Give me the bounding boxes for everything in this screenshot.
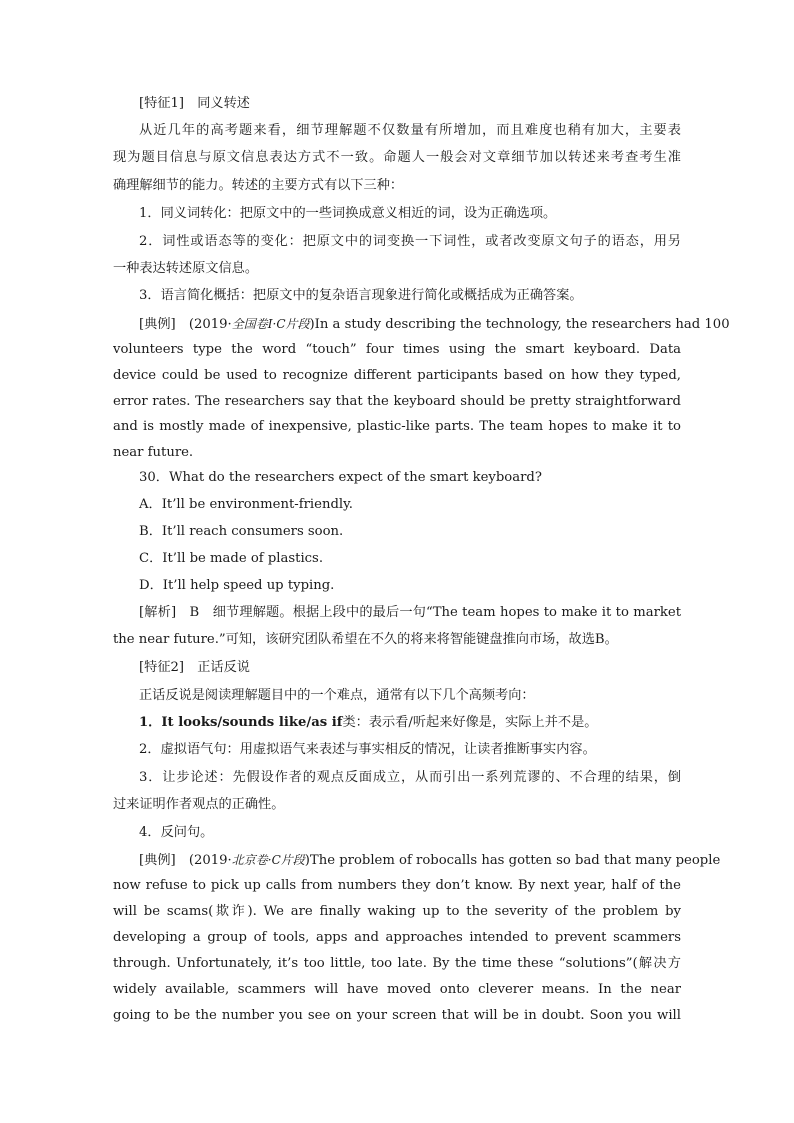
section2-intro: 正话反说是阅读理解题目中的一个难点，通常有以下几个高频考向：	[139, 688, 535, 703]
section1-point: 1．同义词转化：把原文中的一些词换成意义相近的词，设为正确选项。	[139, 206, 557, 221]
analysis-line: [解析] B 细节理解题。根据上段中的最后一句“The team hopes to make it to market	[139, 605, 681, 620]
section2-example-line: widely available, scammers will have moved onto cleverer means. In the near	[113, 982, 681, 997]
example-source: 全国卷Ⅰ·C片段	[231, 317, 310, 331]
example-tag: [典例] (2019·	[139, 317, 232, 332]
section1-point: 一种表达转述原文信息。	[113, 261, 259, 276]
option-a: A．It’ll be environment-friendly.	[139, 497, 353, 512]
section1-example-first-line	[139, 315, 730, 334]
section2-example-line: will be scams(欺诈). We are finally waking up to the severity of the problem by	[113, 904, 681, 919]
section2-point: 3．让步论述：先假设作者的观点反面成立，从而引出一系列荒谬的、不合理的结果，倒	[139, 770, 681, 785]
section2-point	[139, 714, 681, 732]
section1-intro-line: 现为题目信息与原文信息表达方式不一致。命题人一般会对文章细节加以转述来考查考生准	[113, 150, 681, 165]
section2-point: 4．反问句。	[139, 825, 214, 840]
section2-example-line: now refuse to pick up calls from numbers they don’t know. By next year, half of the	[113, 878, 681, 893]
section1-example-line: near future.	[113, 445, 194, 460]
example-source: 北京卷·C片段	[231, 853, 305, 867]
section1-point: 2．词性或语态等的变化：把原文中的词变换一下词性，或者改变原文句子的语态，用另	[139, 234, 681, 249]
section2-example-line: developing a group of tools, apps and approaches intended to prevent scammers	[113, 930, 681, 945]
option-b: B．It’ll reach consumers soon.	[139, 524, 344, 539]
section2-example-first-line	[139, 851, 721, 870]
section1-example-line: error rates. The researchers say that the keyboard should be pretty straightforward	[113, 394, 681, 409]
example-tag: [典例] (2019·	[139, 853, 232, 868]
example-text: )The problem of robocalls has gotten so bad that many people	[304, 853, 721, 868]
option-d: D．It’ll help speed up typing.	[139, 578, 335, 593]
section2-point: 过来证明作者观点的正确性。	[113, 797, 285, 812]
analysis-line: the near future.”可知，该研究团队希望在不久的将来将智能键盘推向市场，故选B。	[113, 632, 618, 647]
section2-point: 2．虚拟语气句：用虚拟语气来表述与事实相反的情况，让读者推断事实内容。	[139, 742, 596, 757]
section1-intro-line: 从近几年的高考题来看，细节理解题不仅数量有所增加，而且难度也稍有加大，主要表	[139, 123, 681, 138]
point-bold: 1．It looks/sounds like/as if	[139, 715, 343, 730]
example-text: )In a study describing the technology, the researchers had 100	[309, 317, 730, 332]
section1-example-line: device could be used to recognize different participants based on how they typed,	[113, 368, 681, 383]
section1-intro-line: 确理解细节的能力。转述的主要方式有以下三种：	[113, 178, 404, 193]
question: 30．What do the researchers expect of the smart keyboard?	[139, 470, 542, 485]
option-c: C．It’ll be made of plastics.	[139, 551, 324, 566]
section1-point: 3．语言简化概括：把原文中的复杂语言现象进行简化或概括成为正确答案。	[139, 288, 583, 303]
section1-heading: [特征1] 同义转述	[139, 96, 250, 111]
point-text: 类：表示看/听起来好像是，实际上并不是。	[342, 715, 598, 730]
section2-example-line: through. Unfortunately, it’s too little, too late. By the time these “solutions”(解决方	[113, 956, 681, 971]
section1-example-line: and is mostly made of inexpensive, plastic-like parts. The team hopes to make it to	[113, 419, 681, 434]
section2-example-line: going to be the number you see on your screen that will be in doubt. Soon you will	[113, 1008, 681, 1023]
section2-heading: [特征2] 正话反说	[139, 660, 250, 675]
section1-example-line: volunteers type the word “touch” four times using the smart keyboard. Data	[113, 342, 681, 357]
